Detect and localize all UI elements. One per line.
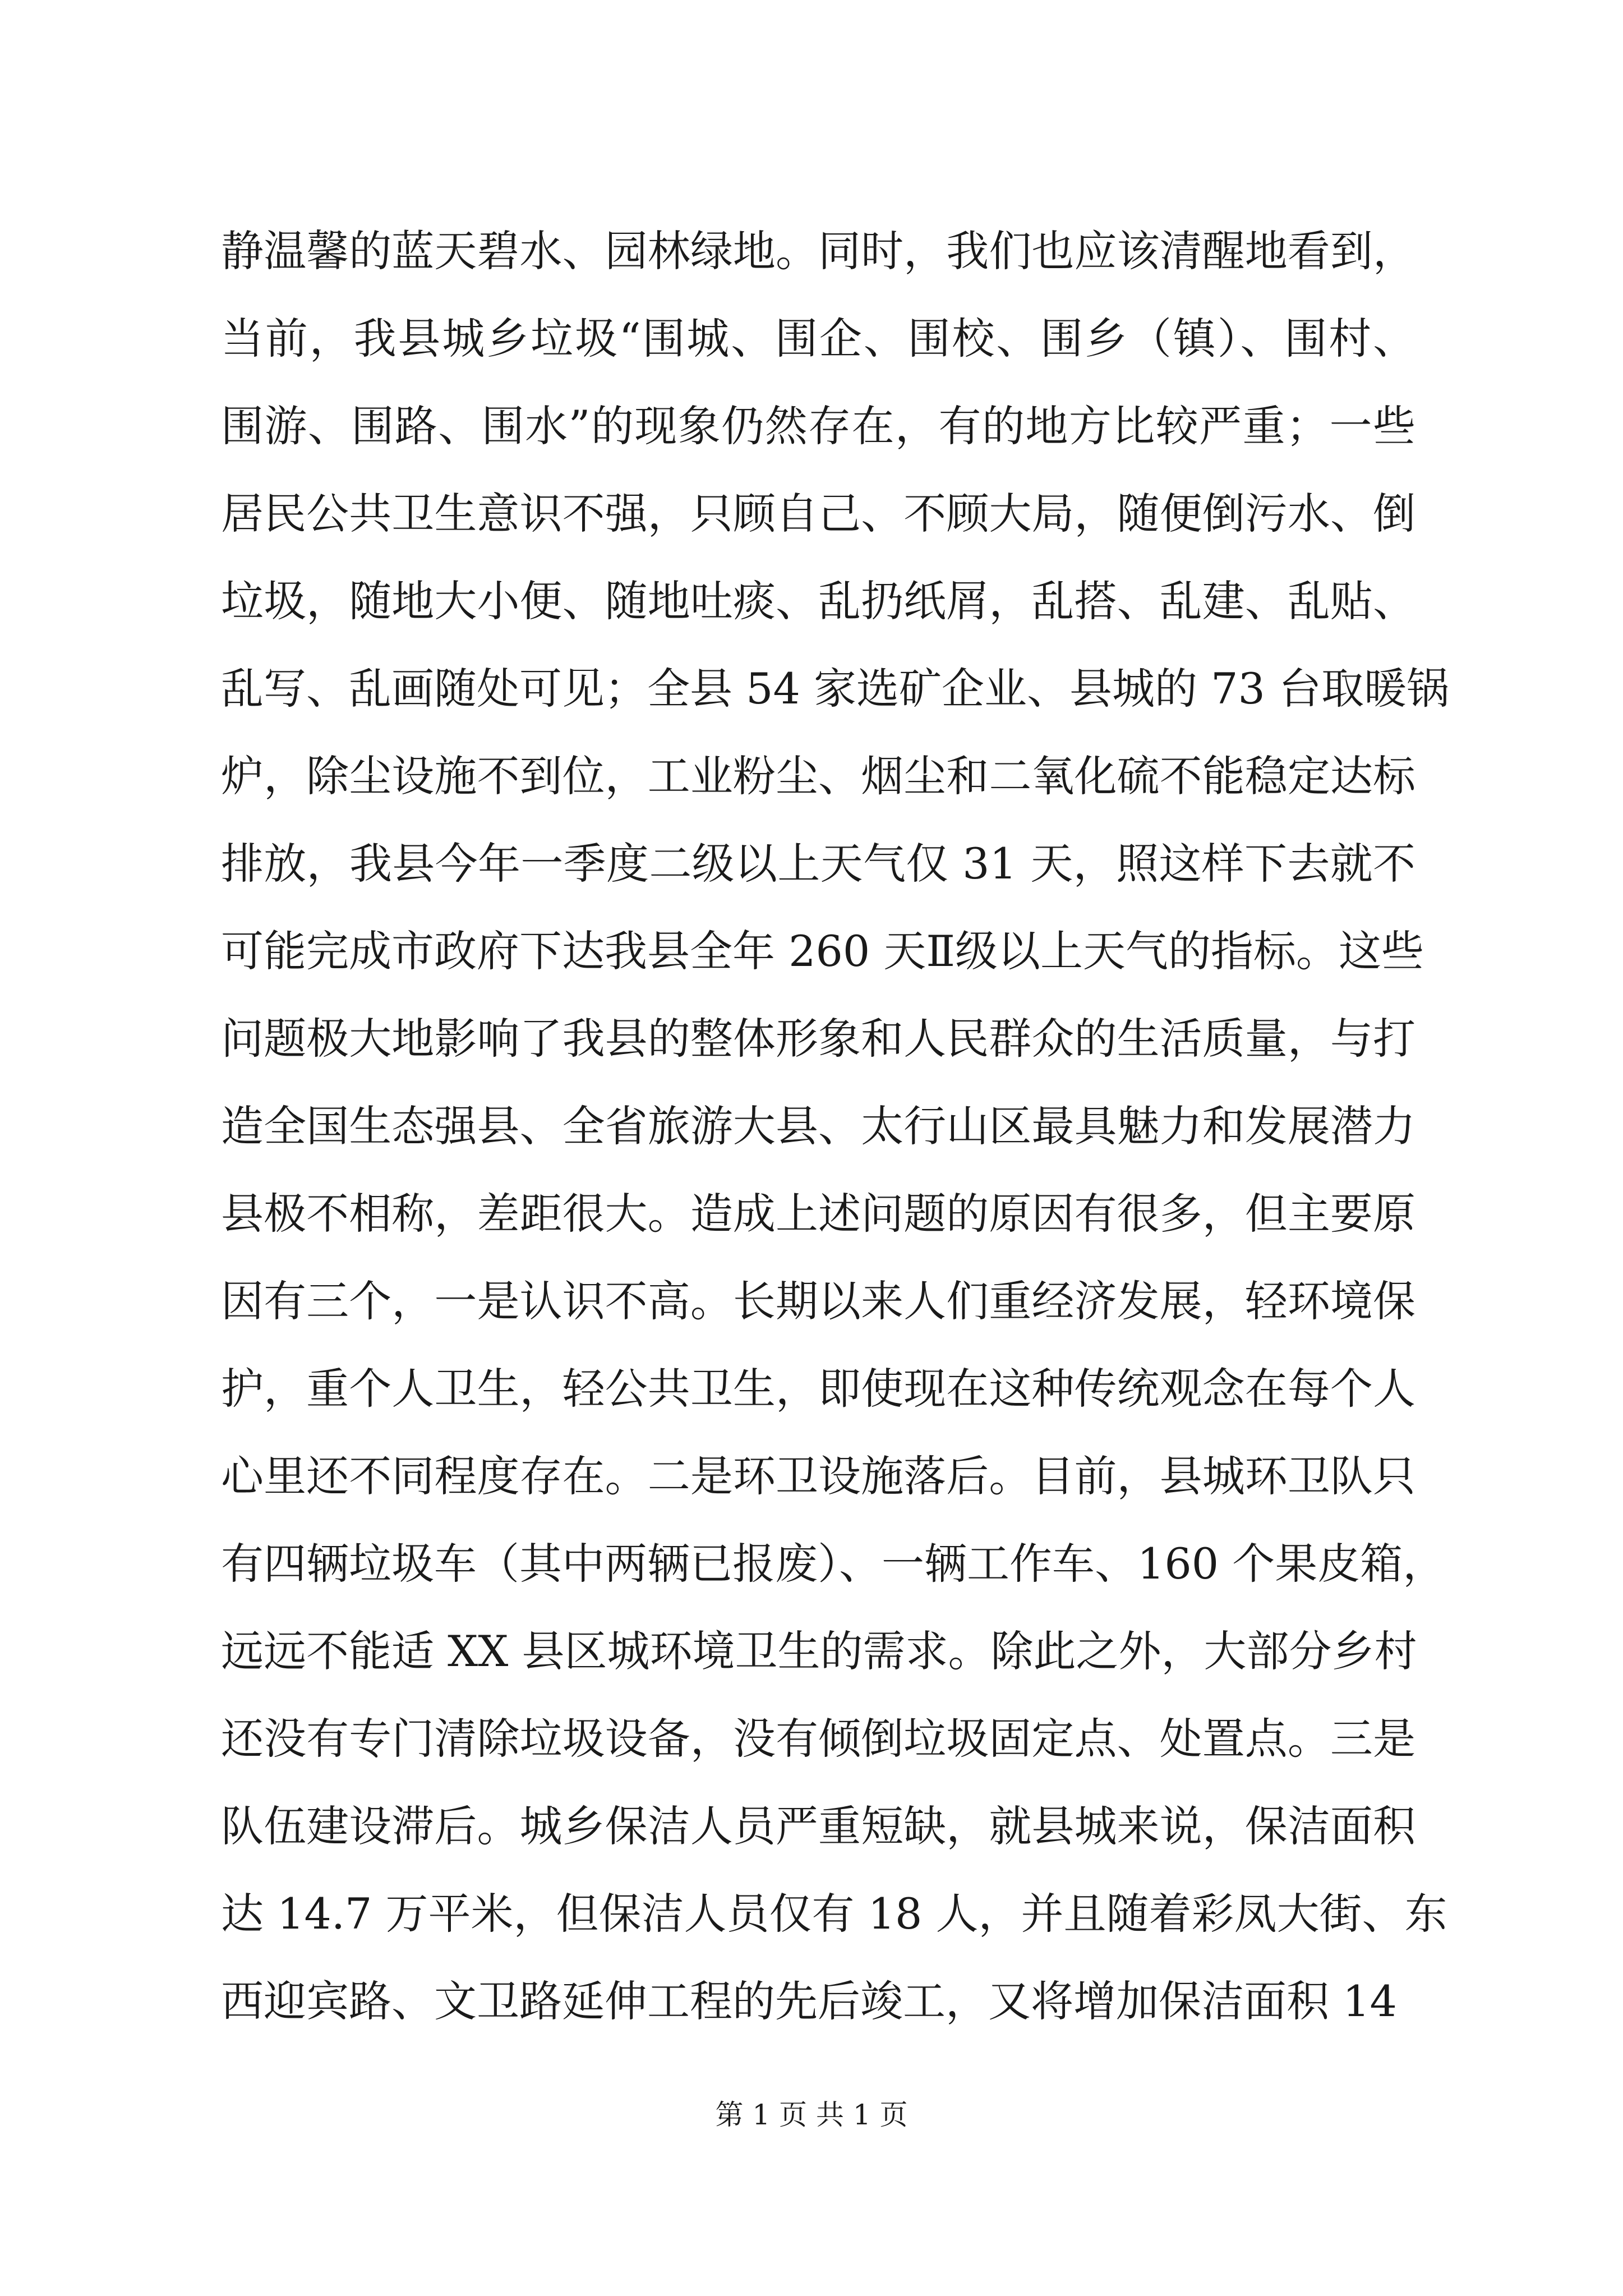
text-line: 县极不相称，差距很大。造成上述问题的原因有很多，但主要原 — [221, 1189, 1415, 1239]
text-line: 因有三个，一是认识不高。长期以来人们重经济发展，轻环境保 — [221, 1276, 1415, 1326]
text-line: 排放，我县今年一季度二级以上天气仅 31 天，照这样下去就不 — [221, 839, 1415, 889]
text-line: 垃圾，随地大小便、随地吐痰、乱扔纸屑，乱搭、乱建、乱贴、 — [221, 576, 1415, 626]
body-paragraph — [221, 208, 1450, 2045]
text-line: 达 14.7 万平米，但保洁人员仅有 18 人，并且随着彩凤大街、东 — [221, 1889, 1447, 1939]
text-line: 可能完成市政府下达我县全年 260 天Ⅱ级以上天气的指标。这些 — [221, 926, 1424, 976]
text-line: 护，重个人卫生，轻公共卫生，即使现在这种传统观念在每个人 — [221, 1364, 1415, 1414]
text-line: 造全国生态强县、全省旅游大县、太行山区最具魅力和发展潜力 — [221, 1101, 1415, 1151]
text-line: 围游、围路、围水”的现象仍然存在，有的地方比较严重；一些 — [221, 401, 1415, 451]
text-line: 问题极大地影响了我县的整体形象和人民群众的生活质量，与打 — [221, 1014, 1415, 1064]
text-line: 远远不能适 XX 县区城环境卫生的需求。除此之外，大部分乡村 — [221, 1626, 1417, 1676]
text-line: 队伍建设滞后。城乡保洁人员严重短缺，就县城来说，保洁面积 — [221, 1801, 1415, 1851]
page-number-footer: 第 1 页 共 1 页 — [715, 2099, 908, 2131]
text-line: 炉，除尘设施不到位，工业粉尘、烟尘和二氧化硫不能稳定达标 — [221, 751, 1415, 801]
text-line: 西迎宾路、文卫路延伸工程的先后竣工，又将增加保洁面积 14 — [221, 1976, 1397, 2026]
text-line: 静温馨的蓝天碧水、园林绿地。同时，我们也应该清醒地看到， — [221, 226, 1415, 276]
text-line: 居民公共卫生意识不强，只顾自己、不顾大局，随便倒污水、倒 — [221, 489, 1415, 539]
text-line: 有四辆垃圾车（其中两辆已报废）、一辆工作车、160 个果皮箱， — [221, 1539, 1446, 1589]
text-line: 当前，我县城乡垃圾“围城、围企、围校、围乡（镇）、围村、 — [221, 314, 1415, 364]
text-line: 还没有专门清除垃圾设备，没有倾倒垃圾固定点、处置点。三是 — [221, 1714, 1415, 1764]
text-line: 心里还不同程度存在。二是环卫设施落后。目前，县城环卫队只 — [221, 1451, 1415, 1501]
text-line: 乱写、乱画随处可见；全县 54 家选矿企业、县城的 73 台取暖锅 — [221, 664, 1450, 714]
